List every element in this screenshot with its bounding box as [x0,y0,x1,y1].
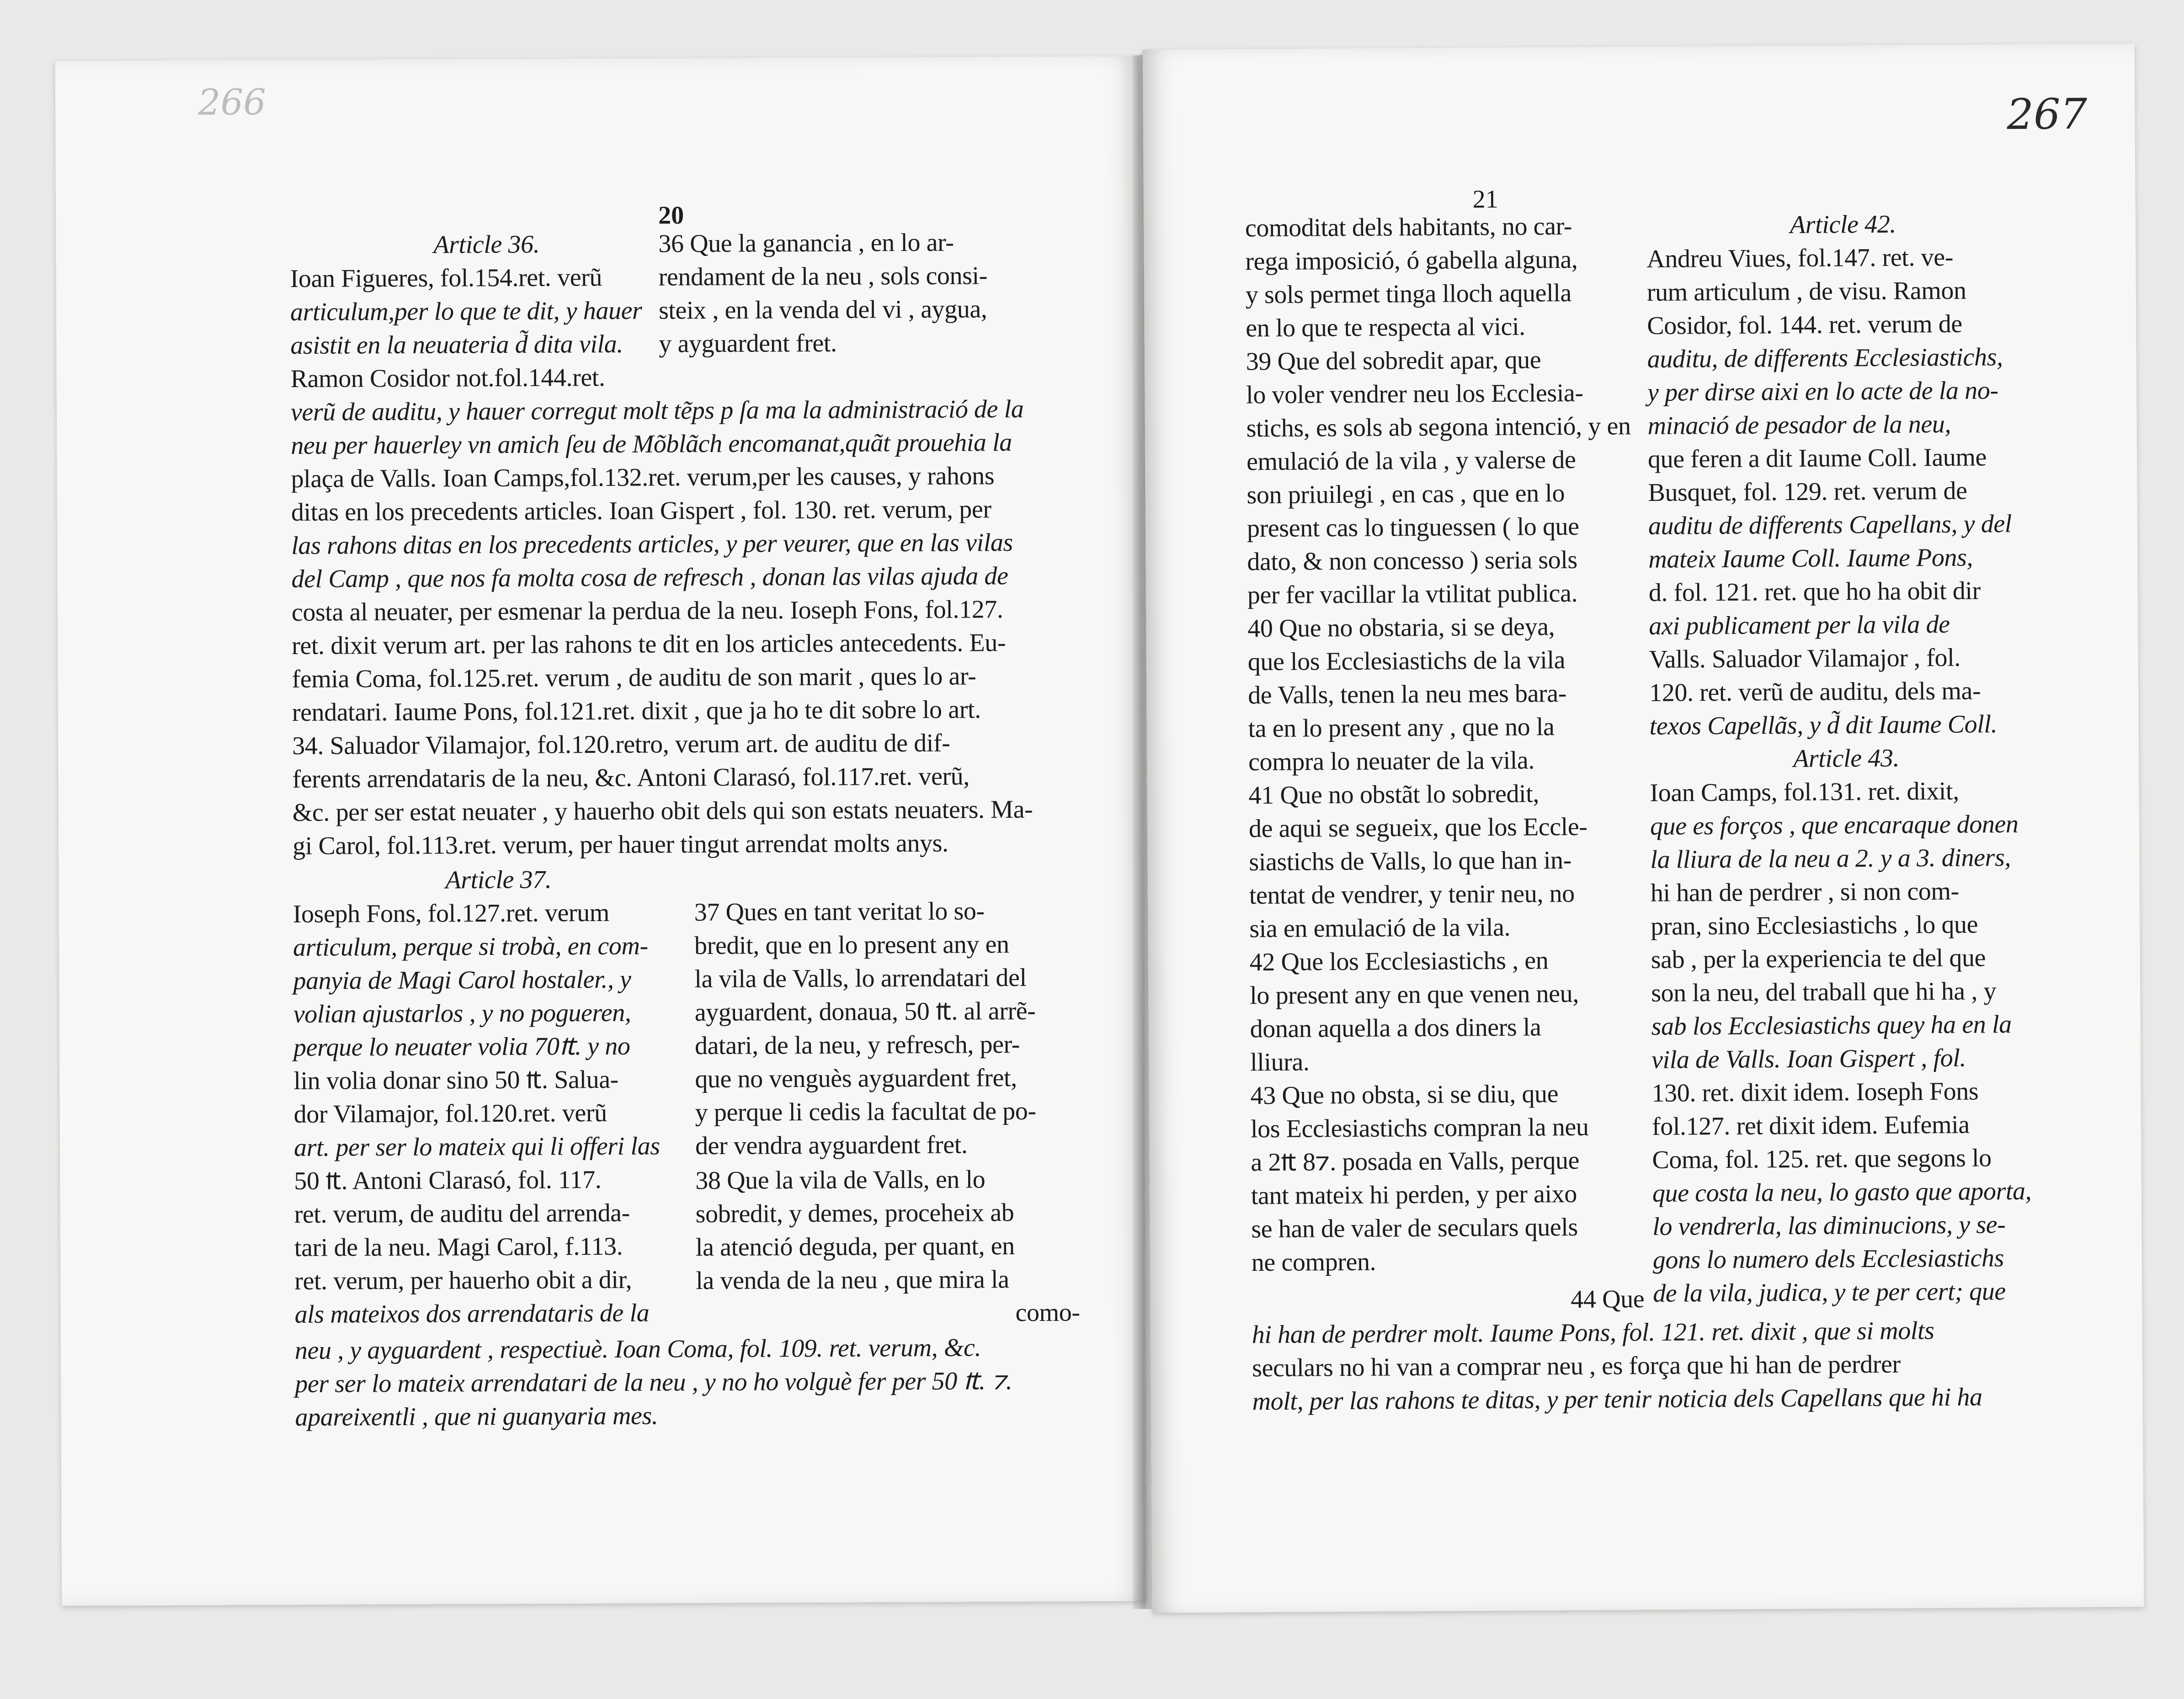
page-number-left: 20 [658,201,684,230]
article-36-heading: Article 36. [433,230,540,259]
text-line: 36 Que la ganancia , en lo ar- [658,228,954,258]
text-line: compra lo neuater de la vila. [1248,746,1535,777]
text-line: present cas lo tinguessen ( lo que [1246,512,1579,543]
text-line: que los Ecclesiastichs de la vila [1247,646,1566,676]
text-line: pran, sino Ecclesiastichs , lo que [1651,910,1978,941]
text-line: 37 Ques en tant veritat lo so- [694,897,985,927]
text-line: de Valls, tenen la neu mes bara- [1248,679,1567,710]
text-line: Busquet, fol. 129. ret. verum de [1648,476,1967,507]
text-line: rega imposició, ó gabella alguna, [1245,245,1578,276]
article-42-heading: Article 42. [1790,210,1896,240]
text-line: minació de pesador de la neu, [1647,410,1951,440]
text-line: que costa la neu, lo gasto que aporta, [1652,1177,2032,1208]
text-line: la venda de la neu , que mira la [696,1265,1009,1295]
text-line: axi publicament per la vila de [1649,610,1950,640]
text-line: Andreu Viues, fol.147. ret. ve- [1646,243,1954,273]
text-line: molt, per las rahons te ditas, y per tenir noticia dels Capellans que hi ha [1252,1383,1982,1416]
text-line: Ioan Camps, fol.131. ret. dixit, [1650,777,1959,807]
text-line: emulació de la vila , y valerse de [1246,445,1576,476]
text-line: dato, & non concesso ) seria sols [1247,545,1578,576]
page-number-right: 21 [1472,185,1498,214]
text-line: a 2₶ 8⁊. posada en Valls, perque [1251,1146,1580,1177]
text-line: ret. verum, de auditu del arrenda- [294,1198,630,1229]
text-line: Coma, fol. 125. ret. que segons lo [1652,1144,1992,1174]
text-line: comoditat dels habitants, no car- [1245,212,1572,243]
text-line: ret. dixit verum art. per las rahons te dit en los articles antecedents. Eu- [292,628,1006,660]
text-line: 130. ret. dixit idem. Ioseph Fons [1651,1077,1979,1108]
text-line: 40 Que no obstaria, si se deya, [1247,612,1555,643]
text-line: verũ de auditu, y hauer corregut molt tẽps p ſa ma la administració de la [290,394,1024,426]
text-line: ret. verum, per hauerho obit a dir, [294,1265,632,1295]
text-line: neu , y ayguardent , respectiuè. Ioan Coma, fol. 109. ret. verum, &c. [294,1333,981,1365]
text-line: 38 Que la vila de Valls, en lo [695,1165,985,1195]
text-line: 120. ret. verũ de auditu, dels ma- [1649,676,1981,707]
bottom-testimony [1252,1314,2048,1419]
text-line: lliura. [1250,1048,1310,1077]
faded-folio-number: 266 [197,82,266,123]
text-line: hi han de perdrer , si non com- [1650,877,1959,907]
text-line: rendament de la neu , sols consi- [658,261,988,292]
text-line: Ioan Figueres, fol.154.ret. verũ [290,263,602,293]
catchword: como- [1015,1298,1080,1327]
text-line: articulum, perque si trobà, en com- [293,932,648,962]
text-line: stichs, es sols ab segona intenció, y en [1246,412,1631,443]
text-line: plaça de Valls. Ioan Camps,fol.132.ret. verum,per les causes, y rahons [291,462,995,493]
text-line: d. fol. 121. ret. que ho ha obit dir [1648,576,1981,607]
article-43-heading: Article 43. [1793,744,1900,773]
text-line: son la neu, del traball que hi ha , y [1651,977,1997,1007]
text-line: asistit en la neuateria d̃ dita vila. [290,330,623,360]
text-line: gi Carol, fol.113.ret. verum, per hauer tingut arrendat molts anys. [293,829,948,860]
text-line: articulum,per lo que te dit, y hauer [290,296,642,326]
text-line: art. per ser lo mateix qui li offeri las [293,1132,660,1162]
text-line: steix , en la venda del vi , aygua, [658,295,987,325]
text-line: neu per hauerley vn amich ſeu de Mõblãch encomanat,quãt prouehia la [291,428,1012,460]
text-line: als mateixos dos arrendataris de la [294,1299,650,1329]
text-line: ta en lo present any , que no la [1248,713,1555,743]
text-line: la vila de Valls, lo arrendatari del [694,963,1027,994]
text-line: los Ecclesiastichs compran la neu [1250,1113,1589,1144]
testimony-37-final [295,1331,1072,1434]
text-line: apareixentli , que ni guanyaria mes. [295,1401,658,1432]
text-line: rum articulum , de visu. Ramon [1646,276,1966,307]
text-line: panyia de Magi Carol hostaler., y [293,965,631,995]
right-column-2 [1646,207,2046,1310]
text-line: la lliura de la neu a 2. y a 3. diners, [1650,843,2011,874]
text-line: ferents arrendataris de la neu, &c. Antoni Clarasó, fol.117.ret. verũ, [292,762,970,794]
text-line: y sols permet tinga lloch aquella [1245,278,1572,309]
text-line: per fer vacillar la vtilitat publica. [1247,579,1578,610]
text-line: ditas en los precedents articles. Ioan Gispert , fol. 130. ret. verum, per [291,495,991,527]
text-line: ne compren. [1251,1247,1376,1277]
text-line: se han de valer de seculars quels [1251,1213,1578,1244]
text-line: ayguardent, donaua, 50 ₶. al arrẽ- [694,996,1036,1027]
text-line: sobredit, y demes, proceheix ab [695,1198,1014,1229]
text-line: dor Vilamajor, fol.120.ret. verũ [293,1098,607,1129]
text-line: lin volia donar sino 50 ₶. Salua- [293,1065,619,1095]
article-37-block [293,863,706,1332]
text-line: del Camp , que nos fa molta cosa de refresch , donan las vilas ajuda de [291,562,1008,593]
text-line: tant mateix hi perden, y per aixo [1251,1179,1577,1210]
text-line: auditu, de differents Ecclesiastichs, [1647,343,2003,373]
text-line: costa al neuater, per esmenar la perdua de la neu. Ioseph Fons, fol.127. [291,595,1003,627]
right-page [1143,43,2144,1613]
handwritten-folio-number: 267 [2007,90,2088,139]
text-line: Valls. Saluador Vilamajor , fol. [1649,643,1961,674]
text-line: rendatari. Iaume Pons, fol.121.ret. dixit , que ja ho te dit sobre lo art. [292,695,981,727]
text-line: hi han de perdrer molt. Iaume Pons, fol. 121. ret. dixit , que si molts [1252,1316,1934,1349]
text-line: 34. Saluador Vilamajor, fol.120.retro, verum art. de auditu de dif- [292,729,950,760]
text-line: seculars no hi van a comprar neu , es força que hi han de perdrer [1252,1350,1901,1383]
text-line: 50 ₶. Antoni Clarasó, fol. 117. [294,1166,602,1195]
catchword-44: 44 Que [1571,1285,1645,1314]
text-line: der vendra ayguardent fret. [695,1130,968,1161]
text-line: mateix Iaume Coll. Iaume Pons, [1648,543,1973,574]
text-line: vila de Valls. Ioan Gispert , fol. [1651,1044,1966,1074]
text-line: donan aquella a dos diners la [1250,1013,1541,1044]
text-line: que feren a dit Iaume Coll. Iaume [1647,443,1987,474]
text-line: de aqui se segueix, que los Eccle- [1248,812,1587,843]
text-line: 42 Que los Ecclesiastichs , en [1249,946,1549,977]
text-line: tentat de vendrer, y tenir neu, no [1249,879,1575,910]
text-line: volian ajustarlos , y no pogueren, [293,998,631,1028]
text-line: 41 Que no obstãt lo sobredit, [1248,779,1539,810]
text-line: sab los Ecclesiastichs quey ha en la [1651,1010,2012,1041]
text-line: sia en emulació de la vila. [1249,913,1511,943]
text-line: y perque li cedis la facultat de po- [695,1097,1036,1127]
text-line: las rahons ditas en los precedents articles, y per veurer, que en las vilas [291,528,1013,560]
text-line: auditu de differents Capellans, y del [1648,510,2012,540]
text-line: fol.127. ret dixit idem. Eufemia [1651,1110,1970,1141]
text-line: la atenció deguda, per quant, en [695,1232,1015,1262]
article-36-block [290,227,684,396]
text-line: que no venguès ayguardent fret, [695,1064,1017,1094]
paragraph-38 [695,1162,1080,1331]
testimony-36-wide [291,393,1070,863]
text-line: perque lo neuater volia 70₶. y no [293,1032,630,1062]
text-line: que es forços , que encaraque donen [1650,810,2019,841]
text-line: y per dirse aixi en lo acte de la no- [1647,376,1998,407]
text-line: Cosidor, fol. 144. ret. verum de [1647,309,1962,340]
text-line: femia Coma, fol.125.ret. verum , de auditu de son marit , ques lo ar- [292,662,976,693]
text-line: son priuilegi , en cas , que en lo [1246,479,1565,510]
text-line: lo vendrerla, las diminucions, y se- [1652,1210,2006,1241]
text-line: en lo que te respecta al vici. [1246,312,1525,343]
text-line: Ramon Cosidor not.fol.144.ret. [290,363,605,393]
right-column-1 [1245,209,1640,1279]
text-line: Ioseph Fons, fol.127.ret. verum [293,898,610,928]
article-37-heading: Article 37. [445,865,552,895]
text-line: sab , per la experiencia te del que [1651,943,1986,974]
text-line: texos Capellãs, y d̃ dit Iaume Coll. [1649,710,1998,740]
text-line: de la vila, judica, y te per cert; que [1653,1277,2006,1308]
text-line: tari de la neu. Magi Carol, f.113. [294,1232,623,1262]
text-line: 43 Que no obsta, si se diu, que [1250,1080,1559,1110]
text-line: lo voler vendrer neu los Ecclesia- [1246,378,1583,410]
text-line: &c. per ser estat neuater , y hauerho obit dels qui son estats neuaters. Ma- [292,795,1033,827]
text-line: datari, de la neu, y refresch, per- [694,1030,1020,1060]
text-line: gons lo numero dels Ecclesiastichs [1652,1244,2004,1274]
text-line: siastichs de Valls, lo que han in- [1249,846,1572,877]
text-line: y ayguardent fret. [659,329,837,358]
text-line: bredit, que en lo present any en [694,930,1009,960]
paragraph-36 [658,226,1061,361]
text-line: lo present any en que venen neu, [1250,979,1579,1010]
left-page [55,56,1146,1606]
text-line: per ser lo mateix arrendatari de la neu , y no ho volguè fer per 50 ₶. ⁊. [295,1367,1012,1398]
paragraph-37 [694,894,1080,1163]
text-line: 39 Que del sobredit apar, que [1246,346,1541,376]
